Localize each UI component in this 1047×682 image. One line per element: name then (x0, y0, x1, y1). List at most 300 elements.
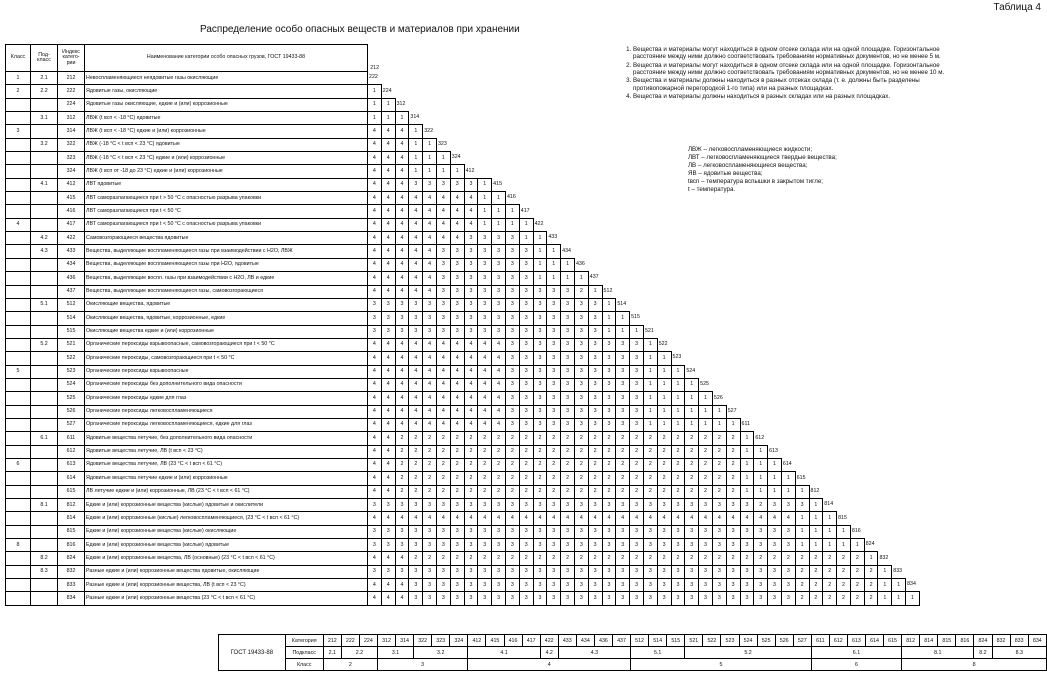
compatibility-value: 4 (409, 272, 423, 285)
compatibility-value: 1 (754, 445, 768, 458)
compatibility-value: 3 (740, 565, 754, 578)
compatibility-value: 3 (768, 539, 782, 552)
compatibility-value: 4 (450, 192, 464, 205)
compatibility-value: 4 (368, 232, 382, 245)
compatibility-value: 3 (616, 378, 630, 391)
compatibility-value: 2 (547, 445, 561, 458)
compatibility-value: 3 (519, 352, 533, 365)
compatibility-value: 3 (533, 378, 547, 391)
compatibility-value: 3 (519, 525, 533, 538)
class-cell (6, 152, 31, 165)
compatibility-value: 1 (699, 405, 713, 418)
compatibility-value: 3 (464, 298, 478, 311)
compatibility-value: 2 (423, 552, 437, 565)
compatibility-value: 1 (436, 152, 450, 165)
compatibility-value: 2 (533, 445, 547, 458)
compatibility-value: 2 (505, 472, 519, 485)
note-item: 2. Вещества и материалы могут находиться в одном отсеке склада или на одной площадке. Горизонтальное расстояние между ними должно соответствовать требованиям нормативных документов, но не менее 10 м. (633, 62, 963, 77)
compatibility-value: 2 (630, 472, 644, 485)
compatibility-value: 3 (436, 258, 450, 271)
compatibility-value: 3 (712, 592, 726, 605)
compatibility-value: 3 (588, 525, 602, 538)
category-code-cell: 613 (58, 458, 85, 471)
category-code-cell: 614 (58, 472, 85, 485)
compatibility-value: 3 (478, 312, 492, 325)
compatibility-value: 3 (492, 245, 506, 258)
compatibility-value: 1 (740, 472, 754, 485)
compatibility-value: 3 (630, 378, 644, 391)
compatibility-value: 3 (588, 365, 602, 378)
compatibility-value: 3 (657, 525, 671, 538)
category-code-cell: 521 (58, 338, 85, 351)
compatibility-value: 3 (630, 539, 644, 552)
category-name-cell: Ядовитые вещества летучие, без дополнительного вида опасности (85, 432, 368, 445)
compatibility-value: 4 (699, 512, 713, 525)
compatibility-value: 2 (464, 552, 478, 565)
compatibility-value: 1 (781, 472, 795, 485)
class-cell: 4 (6, 218, 31, 231)
compatibility-value: 3 (381, 539, 395, 552)
diagonal-code: 527 (727, 407, 737, 414)
compatibility-value: 3 (685, 539, 699, 552)
compatibility-value: 2 (657, 432, 671, 445)
subclass-cell: 5.2 (31, 338, 58, 351)
compatibility-value: 3 (505, 378, 519, 391)
compatibility-value: 3 (505, 418, 519, 431)
compatibility-value: 1 (492, 192, 506, 205)
compatibility-value: 2 (740, 552, 754, 565)
diagonal-code: 814 (824, 501, 834, 508)
compatibility-value: 1 (630, 325, 644, 338)
compatibility-value: 3 (574, 405, 588, 418)
category-name-cell: Едкие и (или) коррозионные (кислые) легковоспламеняющиеся, (23 °С < t всп < 61 °С) (85, 512, 368, 525)
diagonal-code: 523 (672, 354, 682, 361)
bottom-category-cell: 222 (341, 635, 359, 647)
compatibility-value: 4 (464, 378, 478, 391)
compatibility-value: 3 (423, 312, 437, 325)
compatibility-value: 2 (699, 445, 713, 458)
compatibility-value: 2 (699, 552, 713, 565)
compatibility-value: 3 (423, 325, 437, 338)
bottom-category-cell: 436 (594, 635, 612, 647)
compatibility-value: 3 (409, 499, 423, 512)
compatibility-value: 2 (616, 485, 630, 498)
compatibility-value: 3 (505, 232, 519, 245)
compatibility-value: 4 (381, 205, 395, 218)
compatibility-value: 4 (657, 512, 671, 525)
category-name-cell: Органические пероксиды легковоспламеняющиеся, едкие для глаз (85, 418, 368, 431)
compatibility-value: 4 (395, 592, 409, 605)
compatibility-value: 2 (726, 472, 740, 485)
bottom-subclass-cell: 2.2 (341, 647, 377, 659)
category-name-cell: Органические пероксиды взрывоопасные (85, 365, 368, 378)
compatibility-value: 4 (368, 472, 382, 485)
bottom-index-table (218, 634, 1047, 671)
compatibility-value: 3 (616, 539, 630, 552)
compatibility-value: 3 (464, 258, 478, 271)
gost-label: ГОСТ 19433-88 (219, 635, 286, 671)
category-code-cell: 522 (58, 352, 85, 365)
compatibility-value: 4 (436, 232, 450, 245)
compatibility-value: 1 (519, 232, 533, 245)
compatibility-value: 2 (395, 432, 409, 445)
table-row (6, 512, 920, 525)
compatibility-value: 3 (464, 312, 478, 325)
compatibility-value: 3 (561, 365, 575, 378)
compatibility-value: 2 (436, 552, 450, 565)
bottom-subclass-cell: 8.1 (902, 647, 974, 659)
compatibility-value: 1 (754, 485, 768, 498)
compatibility-value: 2 (616, 458, 630, 471)
compatibility-value: 4 (381, 338, 395, 351)
compatibility-value: 3 (768, 499, 782, 512)
compatibility-value: 2 (409, 472, 423, 485)
compatibility-value: 3 (436, 325, 450, 338)
compatibility-value: 2 (795, 592, 809, 605)
bottom-category-cell: 524 (739, 635, 757, 647)
compatibility-value: 4 (519, 512, 533, 525)
compatibility-value: 4 (450, 218, 464, 231)
compatibility-value: 3 (450, 312, 464, 325)
compatibility-value: 2 (616, 552, 630, 565)
compatibility-value: 4 (381, 552, 395, 565)
table-row (6, 325, 920, 338)
compatibility-value: 1 (657, 405, 671, 418)
table-row (6, 525, 920, 538)
diagonal-code: 437 (589, 274, 599, 281)
compatibility-value: 3 (657, 579, 671, 592)
compatibility-value: 4 (505, 512, 519, 525)
compatibility-value: 2 (588, 472, 602, 485)
compatibility-value: 1 (368, 85, 382, 98)
compatibility-value: 1 (685, 378, 699, 391)
compatibility-value: 4 (450, 205, 464, 218)
compatibility-value: 3 (781, 499, 795, 512)
compatibility-value: 3 (381, 565, 395, 578)
compatibility-value: 3 (588, 352, 602, 365)
compatibility-value: 3 (533, 592, 547, 605)
compatibility-value: 1 (837, 525, 851, 538)
compatibility-value: 2 (409, 445, 423, 458)
compatibility-value: 4 (492, 378, 506, 391)
compatibility-value: 2 (630, 458, 644, 471)
compatibility-value: 2 (588, 552, 602, 565)
compatibility-value: 4 (381, 165, 395, 178)
compatibility-value: 3 (478, 258, 492, 271)
compatibility-value: 3 (395, 525, 409, 538)
compatibility-value: 4 (561, 512, 575, 525)
class-cell (6, 405, 31, 418)
col-header-subclass: Под-класс (31, 45, 58, 72)
compatibility-value: 4 (450, 378, 464, 391)
compatibility-value: 3 (519, 325, 533, 338)
compatibility-value: 2 (561, 552, 575, 565)
compatibility-value: 3 (533, 418, 547, 431)
compatibility-value: 3 (505, 352, 519, 365)
table-row (6, 258, 920, 271)
compatibility-value: 3 (685, 579, 699, 592)
compatibility-value: 4 (409, 352, 423, 365)
compatibility-value: 1 (657, 365, 671, 378)
diagonal-code: 522 (658, 341, 668, 348)
compatibility-value: 3 (505, 272, 519, 285)
compatibility-value: 4 (395, 258, 409, 271)
subclass-cell: 8.3 (31, 565, 58, 578)
bottom-category-cell: 824 (974, 635, 992, 647)
diagonal-code: 412 (465, 167, 475, 174)
compatibility-value: 3 (492, 592, 506, 605)
compatibility-value: 3 (450, 272, 464, 285)
compatibility-value: 4 (409, 365, 423, 378)
compatibility-value: 3 (368, 565, 382, 578)
compatibility-value: 4 (368, 338, 382, 351)
compatibility-value: 1 (795, 485, 809, 498)
compatibility-value: 3 (519, 378, 533, 391)
compatibility-value: 3 (450, 499, 464, 512)
compatibility-value: 2 (643, 445, 657, 458)
table-row (6, 338, 920, 351)
category-code-cell: 515 (58, 325, 85, 338)
compatibility-value: 3 (395, 565, 409, 578)
compatibility-value: 2 (561, 445, 575, 458)
subclass-cell (31, 125, 58, 138)
subclass-cell (31, 472, 58, 485)
compatibility-value: 3 (795, 499, 809, 512)
compatibility-value: 2 (519, 552, 533, 565)
subclass-cell: 2.1 (31, 72, 58, 85)
compatibility-value: 3 (740, 579, 754, 592)
corner-code: 212 (370, 65, 380, 72)
bottom-category-cell: 514 (649, 635, 667, 647)
compatibility-value: 4 (436, 392, 450, 405)
compatibility-value: 4 (395, 218, 409, 231)
compatibility-value: 3 (423, 539, 437, 552)
compatibility-value: 4 (368, 458, 382, 471)
compatibility-value: 3 (519, 579, 533, 592)
compatibility-value: 4 (368, 178, 382, 191)
compatibility-value: 3 (561, 418, 575, 431)
compatibility-value: 1 (602, 325, 616, 338)
compatibility-value: 4 (436, 218, 450, 231)
compatibility-value: 3 (519, 272, 533, 285)
class-cell (6, 232, 31, 245)
compatibility-value: 4 (368, 218, 382, 231)
compatibility-value: 4 (395, 512, 409, 525)
subclass-cell (31, 539, 58, 552)
compatibility-value: 2 (574, 552, 588, 565)
table-row (6, 218, 920, 231)
compatibility-value: 4 (395, 232, 409, 245)
compatibility-value: 4 (381, 458, 395, 471)
compatibility-value: 3 (561, 539, 575, 552)
compatibility-value: 3 (561, 579, 575, 592)
bottom-category-cell: 515 (667, 635, 685, 647)
compatibility-value: 3 (561, 392, 575, 405)
subclass-cell (31, 98, 58, 111)
compatibility-value: 2 (492, 432, 506, 445)
compatibility-value: 3 (533, 352, 547, 365)
compatibility-value: 3 (436, 525, 450, 538)
category-name-cell: Вещества, выделяющие воспламеняющиеся газы при взаимодействии с H2O, ЛВЖ (85, 245, 368, 258)
diagonal-code: 323 (437, 140, 447, 147)
compatibility-value: 3 (395, 539, 409, 552)
compatibility-value: 3 (602, 418, 616, 431)
compatibility-value: 1 (864, 552, 878, 565)
compatibility-value: 4 (368, 352, 382, 365)
compatibility-value: 4 (547, 512, 561, 525)
table-row (6, 472, 920, 485)
category-code-cell: 322 (58, 138, 85, 151)
compatibility-value: 3 (630, 405, 644, 418)
compatibility-value: 4 (368, 592, 382, 605)
compatibility-value: 3 (768, 579, 782, 592)
compatibility-value: 4 (381, 285, 395, 298)
category-name-cell: Самовозгорающиеся вещества ядовитые (85, 232, 368, 245)
compatibility-value: 4 (464, 338, 478, 351)
compatibility-value: 4 (395, 378, 409, 391)
compatibility-value: 3 (561, 298, 575, 311)
category-code-cell: 416 (58, 205, 85, 218)
compatibility-value: 3 (519, 285, 533, 298)
subclass-cell: 8.1 (31, 499, 58, 512)
subclass-cell: 5.1 (31, 298, 58, 311)
compatibility-value: 4 (368, 552, 382, 565)
category-name-cell: Едкие и (или) коррозионные вещества, ЛВ (основные) (23 °С < t всп < 61 °С) (85, 552, 368, 565)
compatibility-value: 2 (409, 485, 423, 498)
compatibility-value: 3 (726, 579, 740, 592)
compatibility-value: 2 (823, 565, 837, 578)
compatibility-value: 2 (450, 458, 464, 471)
compatibility-value: 3 (519, 418, 533, 431)
compatibility-value: 1 (671, 378, 685, 391)
class-cell: 2 (6, 85, 31, 98)
compatibility-value: 4 (368, 405, 382, 418)
bottom-category-cell: 612 (829, 635, 847, 647)
compatibility-value: 1 (754, 472, 768, 485)
compatibility-value: 2 (533, 472, 547, 485)
category-code-cell: 611 (58, 432, 85, 445)
compatibility-value: 2 (630, 485, 644, 498)
compatibility-value: 3 (740, 525, 754, 538)
compatibility-value: 2 (464, 485, 478, 498)
class-cell (6, 285, 31, 298)
class-cell (6, 432, 31, 445)
table-row (6, 285, 920, 298)
subclass-cell (31, 352, 58, 365)
category-name-cell: Едкие и (или) коррозионные вещества (кислые) окисляющие (85, 525, 368, 538)
bottom-subclass-cell: 4.2 (540, 647, 558, 659)
compatibility-value: 3 (657, 592, 671, 605)
category-code-cell: 815 (58, 525, 85, 538)
bottom-category-cell: 314 (396, 635, 414, 647)
compatibility-value: 3 (574, 298, 588, 311)
bottom-class-cell: 3 (377, 659, 467, 671)
compatibility-value: 3 (602, 378, 616, 391)
subclass-cell (31, 512, 58, 525)
subclass-cell: 3.1 (31, 112, 58, 125)
compatibility-value: 2 (712, 552, 726, 565)
compatibility-value: 3 (368, 325, 382, 338)
compatibility-value: 4 (464, 192, 478, 205)
category-code-cell: 436 (58, 272, 85, 285)
table-label: Таблица 4 (993, 2, 1041, 13)
compatibility-value: 3 (768, 525, 782, 538)
compatibility-value: 4 (381, 218, 395, 231)
compatibility-value: 3 (547, 298, 561, 311)
compatibility-value: 2 (657, 552, 671, 565)
category-code-cell: 222 (58, 85, 85, 98)
compatibility-value: 2 (395, 445, 409, 458)
compatibility-value: 4 (381, 485, 395, 498)
compatibility-value: 4 (436, 338, 450, 351)
compatibility-value: 3 (505, 258, 519, 271)
compatibility-value: 3 (685, 565, 699, 578)
class-cell (6, 472, 31, 485)
bottom-category-cell: 212 (323, 635, 341, 647)
compatibility-value: 1 (699, 392, 713, 405)
compatibility-value: 4 (450, 405, 464, 418)
compatibility-value: 4 (464, 352, 478, 365)
compatibility-value: 2 (436, 472, 450, 485)
compatibility-value: 2 (643, 552, 657, 565)
compatibility-value: 4 (395, 178, 409, 191)
compatibility-value: 4 (381, 378, 395, 391)
category-code-cell: 812 (58, 499, 85, 512)
compatibility-value: 2 (657, 472, 671, 485)
compatibility-value: 4 (436, 418, 450, 431)
category-code-cell: 323 (58, 152, 85, 165)
compatibility-value: 3 (519, 258, 533, 271)
compatibility-value: 3 (602, 405, 616, 418)
bottom-category-cell: 814 (920, 635, 938, 647)
compatibility-value: 4 (478, 338, 492, 351)
compatibility-value: 2 (768, 552, 782, 565)
bottom-category-cell: 324 (450, 635, 468, 647)
category-code-cell: 312 (58, 112, 85, 125)
category-code-cell: 526 (58, 405, 85, 418)
compatibility-value: 3 (464, 285, 478, 298)
compatibility-value: 3 (781, 565, 795, 578)
category-name-cell: Ядовитые вещества летучие, ЛВ (23 °С < t всп < 61 °С) (85, 458, 368, 471)
compatibility-value: 3 (547, 285, 561, 298)
compatibility-value: 2 (464, 458, 478, 471)
table-row (6, 112, 920, 125)
category-code-cell: 612 (58, 445, 85, 458)
compatibility-value: 3 (547, 325, 561, 338)
class-cell (6, 338, 31, 351)
bottom-category-cell: 834 (1028, 635, 1046, 647)
compatibility-value: 3 (409, 178, 423, 191)
bottom-subclass-cell: 5.2 (685, 647, 812, 659)
bottom-class-cell: 5 (631, 659, 812, 671)
compatibility-value: 2 (616, 445, 630, 458)
compatibility-value: 4 (381, 125, 395, 138)
compatibility-value: 1 (561, 258, 575, 271)
compatibility-value: 2 (505, 552, 519, 565)
compatibility-value: 1 (809, 525, 823, 538)
compatibility-value: 1 (809, 499, 823, 512)
diagonal-code: 526 (713, 394, 723, 401)
compatibility-value: 2 (602, 485, 616, 498)
compatibility-value: 1 (657, 352, 671, 365)
compatibility-value: 3 (464, 245, 478, 258)
compatibility-value: 3 (381, 525, 395, 538)
compatibility-value: 3 (561, 378, 575, 391)
compatibility-value: 1 (809, 539, 823, 552)
legend-item: t – температура. (688, 186, 736, 194)
bottom-category-cell: 522 (703, 635, 721, 647)
compatibility-value: 2 (864, 565, 878, 578)
